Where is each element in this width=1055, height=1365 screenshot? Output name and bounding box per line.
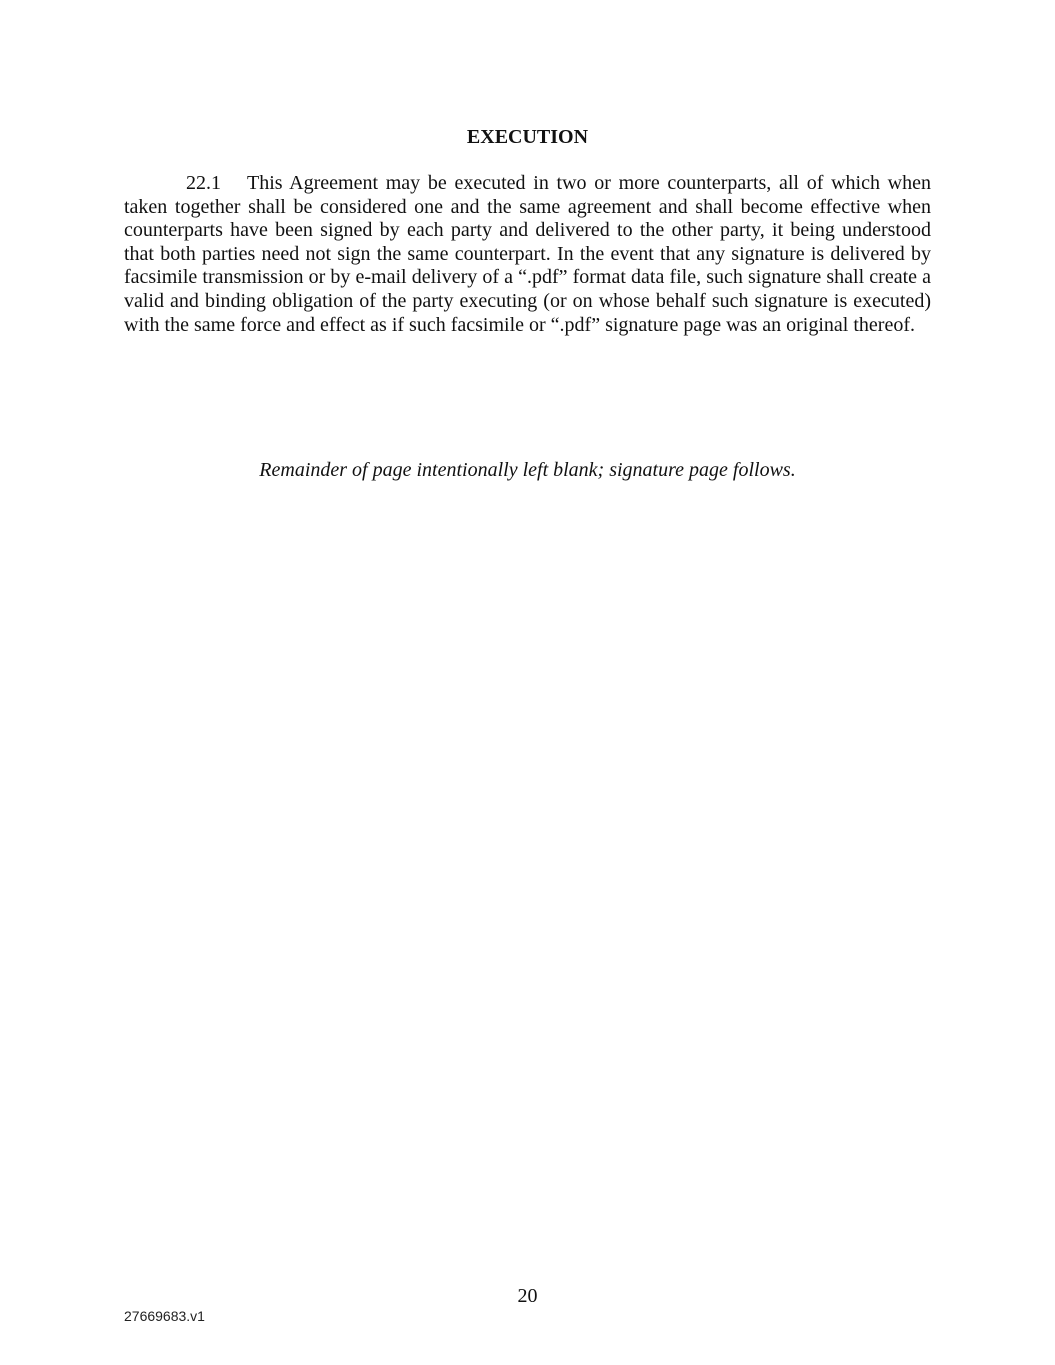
section-paragraph [124, 172, 931, 337]
remainder-note: Remainder of page intentionally left blank; signature page follows. [259, 459, 796, 481]
section-number: 22.1 [186, 172, 221, 194]
page-number: 20 [517, 1285, 538, 1307]
section-text: This Agreement may be executed in two or more counterparts, all of which when taken together shall be considered one and the same agreement and shall become effective when counterparts have been signed by each party and delivered to the other party, it being understood that both parties need not sign the same counterpart. In the event that any signature is delivered by facsimile transmission or by e-mail delivery of a “.pdf” format data file, such signature shall create a valid and binding obligation of the party executing (or on whose behalf such signature is executed) with the same force and effect as if such facsimile or “.pdf” signature page was an original thereof. [124, 172, 931, 336]
document-id: 27669683.v1 [124, 1308, 205, 1324]
section-heading: EXECUTION [466, 126, 589, 148]
